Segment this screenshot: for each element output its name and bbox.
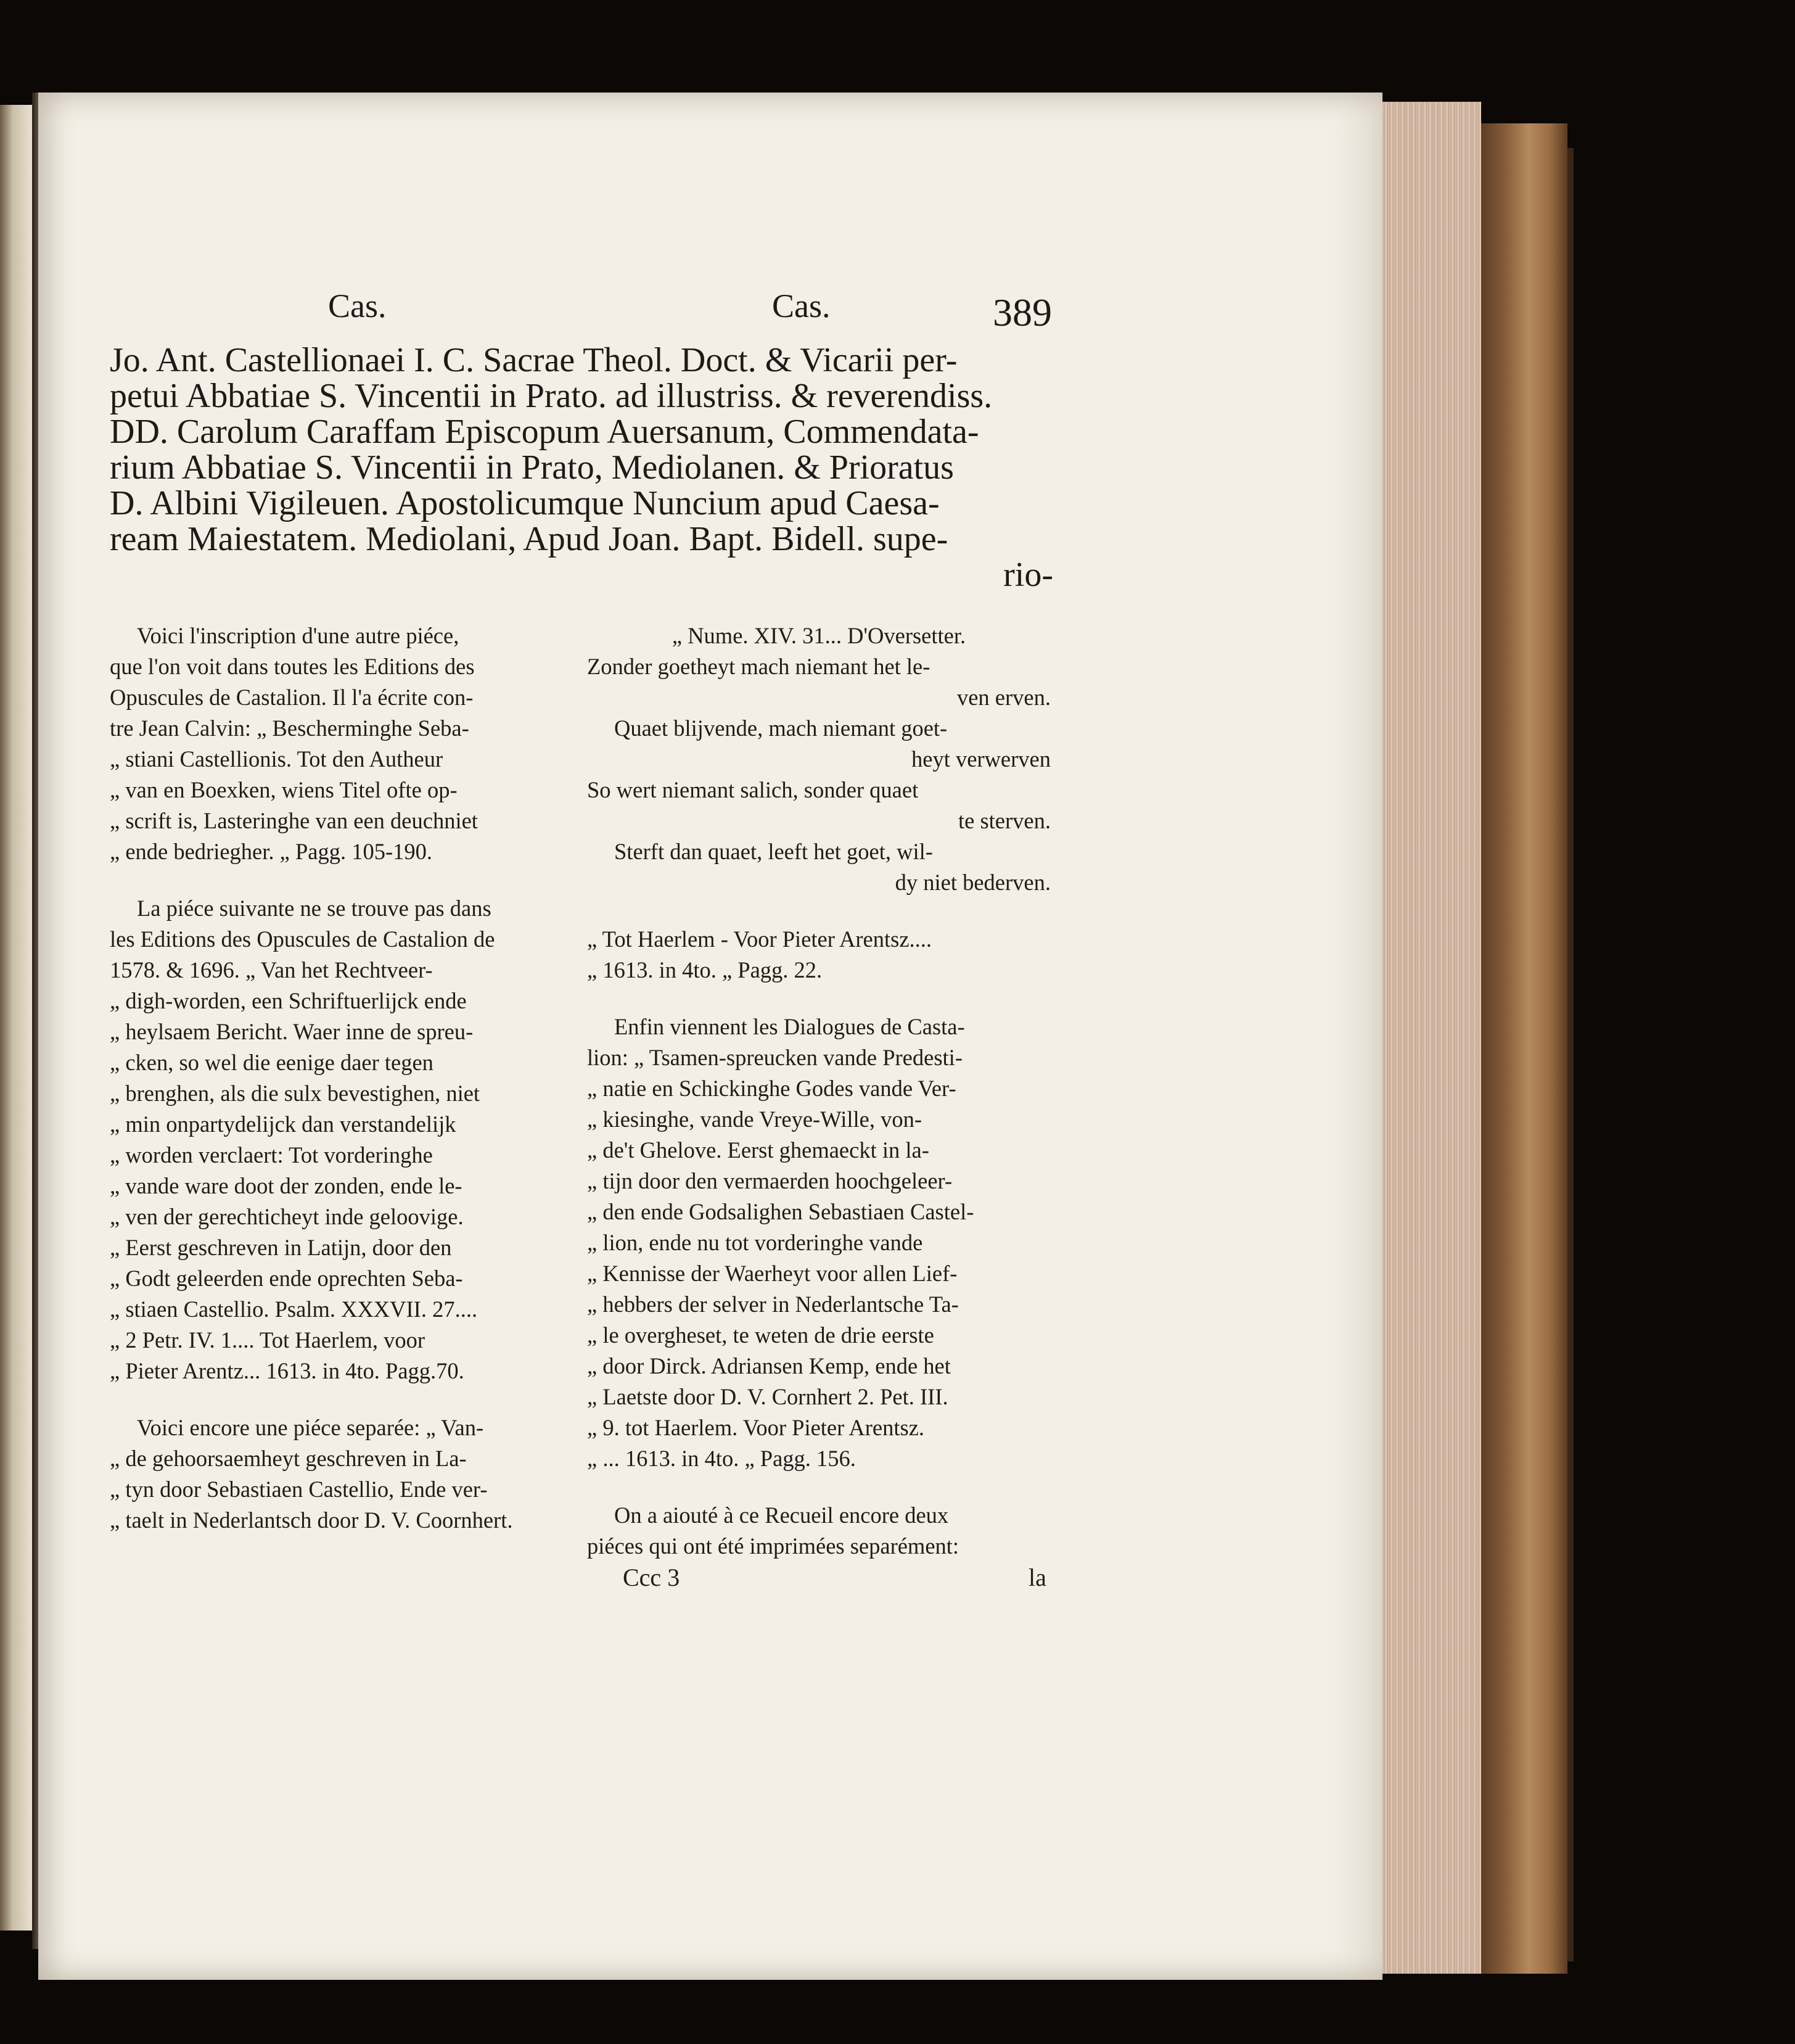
text-line: Zonder goetheyt mach niemant het le- bbox=[587, 654, 930, 679]
text-line: „ de gehoorsaemheyt geschreven in La- bbox=[110, 1446, 467, 1471]
text-line: „ Laetste door D. V. Cornhert 2. Pet. III. bbox=[587, 1384, 948, 1409]
text-line: „ le overgheset, te weten de drie eerste bbox=[587, 1322, 934, 1348]
text-line: „ 9. tot Haerlem. Voor Pieter Arentsz. bbox=[587, 1415, 925, 1440]
text-line: Quaet blijvende, mach niemant goet- bbox=[614, 715, 948, 741]
text-line: „ vande ware doot der zonden, ende le- bbox=[110, 1173, 462, 1198]
text-line: Enfin viennent les Dialogues de Casta- bbox=[614, 1014, 965, 1039]
catchword: la bbox=[1029, 1564, 1046, 1591]
text-line: „ Pieter Arentz... 1613. in 4to. Pagg.70. bbox=[110, 1358, 464, 1383]
text-line: „ van en Boexken, wiens Titel ofte op- bbox=[110, 777, 458, 802]
running-head-left: Cas. bbox=[328, 287, 387, 324]
text-line: „ ... 1613. in 4to. „ Pagg. 156. bbox=[587, 1446, 856, 1471]
text-line: „ ven der gerechticheyt inde geloovige. bbox=[110, 1204, 464, 1229]
running-head-center: Cas. bbox=[772, 287, 831, 324]
top-paragraph bbox=[110, 342, 1053, 593]
text-line: „ min onpartydelijck dan verstandelijk bbox=[110, 1111, 456, 1137]
text-line: „ lion, ende nu tot vorderinghe vande bbox=[587, 1230, 923, 1255]
text-line: La piéce suivante ne se trouve pas dans bbox=[137, 896, 491, 921]
text-line: „ stiani Castellionis. Tot den Autheur bbox=[110, 746, 443, 772]
text-line: „ brenghen, als die sulx bevestighen, niet bbox=[110, 1081, 480, 1106]
text-line: „ tyn door Sebastiaen Castellio, Ende ver- bbox=[110, 1477, 488, 1502]
text-line: „ scrift is, Lasteringhe van een deuchniet bbox=[110, 808, 478, 833]
signature-mark: Ccc 3 bbox=[623, 1564, 680, 1591]
text-line: So wert niemant salich, sonder quaet bbox=[587, 777, 919, 802]
text-line: heyt verwerven bbox=[911, 746, 1051, 772]
left-column bbox=[110, 620, 559, 1536]
text-line: „ 2 Petr. IV. 1.... Tot Haerlem, voor bbox=[110, 1327, 425, 1353]
text-line: „ digh-worden, een Schriftuerlijck ende bbox=[110, 988, 467, 1013]
text-line: lion: „ Tsamen-spreucken vande Predesti- bbox=[587, 1045, 963, 1070]
text-line: „ kiesinghe, vande Vreye-Wille, von- bbox=[587, 1106, 922, 1132]
text-line: que l'on voit dans toutes les Editions des bbox=[110, 654, 475, 679]
text-line: te sterven. bbox=[958, 808, 1051, 833]
text-line: les Editions des Opuscules de Castalion de bbox=[110, 926, 495, 952]
text-line: 1578. & 1696. „ Van het Rechtveer- bbox=[110, 957, 433, 983]
text-line: „ den ende Godsalighen Sebastiaen Castel- bbox=[587, 1199, 974, 1224]
text-line: „ Godt geleerden ende oprechten Seba- bbox=[110, 1266, 463, 1291]
text-line: D. Albini Vigileuen. Apostolicumque Nuncium apud Caesa- bbox=[110, 484, 940, 522]
text-line: petui Abbatiae S. Vincentii in Prato. ad illustriss. & reverendiss. bbox=[110, 377, 993, 415]
text-line: „ worden verclaert: Tot vorderinghe bbox=[110, 1142, 433, 1168]
text-line: „ Tot Haerlem - Voor Pieter Arentsz.... bbox=[587, 926, 932, 952]
text-line: „ tijn door den vermaerden hoochgeleer- bbox=[587, 1168, 953, 1193]
text-line: Sterft dan quaet, leeft het goet, wil- bbox=[614, 839, 933, 864]
text-line: „ natie en Schickinghe Godes vande Ver- bbox=[587, 1076, 956, 1101]
right-column bbox=[587, 620, 1051, 1562]
leather-cover-edge bbox=[1481, 123, 1567, 1974]
text-line: DD. Carolum Caraffam Episcopum Auersanum, Commendata- bbox=[110, 413, 979, 451]
text-line: „ Kennisse der Waerheyt voor allen Lief- bbox=[587, 1261, 958, 1286]
text-line: „ 1613. in 4to. „ Pagg. 22. bbox=[587, 957, 823, 983]
text-line: „ cken, so wel die eenige daer tegen bbox=[110, 1050, 433, 1075]
text-line: „ taelt in Nederlantsch door D. V. Coornhert. bbox=[110, 1507, 513, 1533]
page-stack-edges bbox=[1382, 102, 1481, 1974]
text-line: „ hebbers der selver in Nederlantsche Ta- bbox=[587, 1292, 959, 1317]
text-line: „ Nume. XIV. 31... D'Oversetter. bbox=[672, 623, 966, 648]
text-line: tre Jean Calvin: „ Bescherminghe Seba- bbox=[110, 715, 469, 741]
text-line: Opuscules de Castalion. Il l'a écrite con- bbox=[110, 685, 474, 710]
text-line: Jo. Ant. Castellionaei I. C. Sacrae Theol. Doct. & Vicarii per- bbox=[110, 341, 958, 379]
facing-page-edge bbox=[0, 105, 32, 1931]
text-line: „ Eerst geschreven in Latijn, door den bbox=[110, 1235, 452, 1260]
cover-shadow bbox=[1567, 148, 1574, 1961]
text-line: „ de't Ghelove. Eerst ghemaeckt in la- bbox=[587, 1137, 929, 1163]
text-line: ream Maiestatem. Mediolani, Apud Joan. Bapt. Bidell. supe- bbox=[110, 520, 948, 558]
text-line: ven erven. bbox=[956, 685, 1051, 710]
text-line: dy niet bederven. bbox=[895, 870, 1051, 895]
text-line: „ door Dirck. Adriansen Kemp, ende het bbox=[587, 1353, 951, 1378]
text-line: „ stiaen Castellio. Psalm. XXXVII. 27.... bbox=[110, 1296, 478, 1322]
text-line: Voici encore une piéce separée: „ Van- bbox=[137, 1415, 484, 1440]
text-line: „ ende bedriegher. „ Pagg. 105-190. bbox=[110, 839, 432, 864]
text-line: Voici l'inscription d'une autre piéce, bbox=[137, 623, 459, 648]
text-line: piéces qui ont été imprimées separément: bbox=[587, 1533, 959, 1559]
text-line: rium Abbatiae S. Vincentii in Prato, Mediolanen. & Prioratus bbox=[110, 448, 954, 487]
text-line: On a aiouté à ce Recueil encore deux bbox=[614, 1502, 949, 1528]
text-line: „ heylsaem Bericht. Waer inne de spreu- bbox=[110, 1019, 474, 1044]
text-line: rio- bbox=[1003, 556, 1053, 594]
page-number: 389 bbox=[993, 291, 1052, 334]
